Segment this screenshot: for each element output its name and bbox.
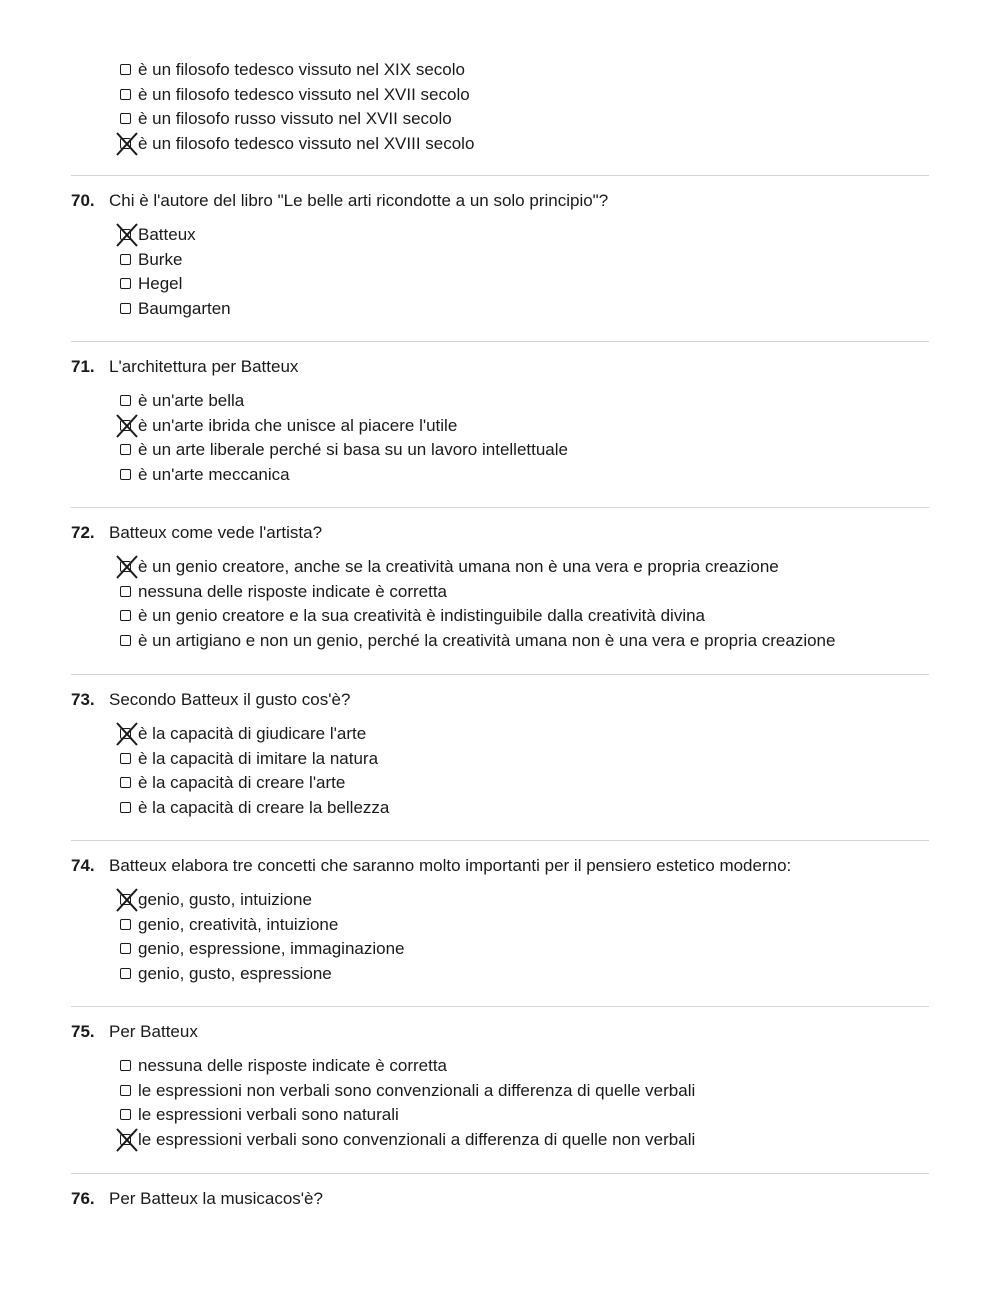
question-text: Batteux come vede l'artista? [109, 523, 323, 542]
divider [71, 840, 929, 841]
answer-option[interactable] [120, 771, 929, 796]
options-list [71, 58, 929, 156]
option-label: è la capacità di creare l'arte [138, 773, 346, 792]
checkbox-icon[interactable] [120, 444, 131, 455]
answer-option[interactable] [120, 913, 929, 938]
options-list [71, 555, 929, 653]
option-label: genio, creatività, intuizione [138, 914, 339, 934]
checkbox-icon[interactable] [120, 1060, 131, 1071]
question-row [71, 187, 929, 215]
question-block-73 [71, 686, 929, 820]
answer-option[interactable] [120, 272, 929, 297]
divider [71, 507, 929, 508]
question-number: 75. [71, 1022, 95, 1041]
checkbox-icon[interactable] [120, 1109, 131, 1120]
answer-option[interactable] [120, 463, 929, 488]
question-row [71, 519, 929, 547]
option-label: Hegel [138, 274, 183, 293]
answer-option[interactable] [120, 1054, 929, 1079]
options-list [71, 1054, 929, 1152]
checkbox-icon[interactable] [120, 1085, 131, 1096]
option-label: è la capacità di giudicare l'arte [138, 724, 367, 743]
cross-mark-icon [116, 132, 138, 156]
option-label: genio, gusto, espressione [138, 963, 332, 983]
option-label: le espressioni verbali sono convenzionali a differenza di quelle non verbali [138, 1129, 696, 1149]
question-row [71, 1185, 929, 1213]
answer-option[interactable] [120, 248, 929, 273]
option-label: è un filosofo tedesco vissuto nel XVII secolo [138, 84, 470, 104]
options-list [71, 722, 929, 820]
question-number: 73. [71, 690, 95, 709]
question-number: 71. [71, 357, 95, 376]
answer-option[interactable] [120, 629, 929, 654]
divider [71, 1173, 929, 1174]
option-label: le espressioni non verbali sono convenzionali a differenza di quelle verbali [138, 1080, 696, 1100]
answer-option[interactable] [120, 962, 929, 987]
divider [71, 175, 929, 176]
cross-mark-icon [116, 414, 138, 438]
option-label: è un filosofo russo vissuto nel XVII secolo [138, 109, 452, 128]
divider [71, 674, 929, 675]
answer-option[interactable] [120, 297, 929, 322]
answer-option[interactable] [120, 937, 929, 962]
question-row [71, 686, 929, 714]
options-list [71, 389, 929, 487]
answer-option[interactable] [120, 132, 929, 157]
checkbox-icon[interactable] [120, 610, 131, 621]
question-text: Per Batteux la musicacos'è? [109, 1189, 323, 1208]
checkbox-icon[interactable] [120, 113, 131, 124]
answer-option[interactable] [120, 438, 929, 463]
question-text: Per Batteux [109, 1022, 198, 1041]
question-block-71 [71, 353, 929, 487]
option-label: è un filosofo tedesco vissuto nel XIX secolo [138, 60, 465, 79]
cross-mark-icon [116, 223, 138, 247]
checkbox-icon[interactable] [120, 469, 131, 480]
answer-option[interactable] [120, 796, 929, 821]
checkbox-icon[interactable] [120, 395, 131, 406]
option-label: è un'arte ibrida che unisce al piacere l'utile [138, 415, 458, 435]
answer-option[interactable] [120, 747, 929, 772]
option-label: genio, gusto, intuizione [138, 890, 312, 909]
question-number: 72. [71, 523, 95, 542]
answer-option[interactable] [120, 722, 929, 747]
checkbox-icon[interactable] [120, 64, 131, 75]
options-list [71, 888, 929, 986]
checkbox-icon[interactable] [120, 303, 131, 314]
answer-option[interactable] [120, 1103, 929, 1128]
checkbox-icon[interactable] [120, 943, 131, 954]
option-label: Baumgarten [138, 298, 231, 318]
answer-option[interactable] [120, 223, 929, 248]
question-text: L'architettura per Batteux [109, 357, 299, 376]
question-row [71, 1018, 929, 1046]
checkbox-icon[interactable] [120, 753, 131, 764]
question-row [71, 852, 929, 880]
answer-option[interactable] [120, 604, 929, 629]
answer-option[interactable] [120, 107, 929, 132]
answer-option[interactable] [120, 414, 929, 439]
option-label: è un artigiano e non un genio, perché la creatività umana non è una vera e propria creazione [138, 630, 836, 650]
question-number: 70. [71, 191, 95, 210]
option-label: è un genio creatore, anche se la creatività umana non è una vera e propria creazione [138, 557, 779, 576]
option-label: genio, espressione, immaginazione [138, 939, 405, 958]
answer-option[interactable] [120, 83, 929, 108]
option-label: è la capacità di imitare la natura [138, 748, 379, 768]
checkbox-icon[interactable] [120, 89, 131, 100]
option-label: è la capacità di creare la bellezza [138, 797, 390, 817]
answer-option[interactable] [120, 389, 929, 414]
question-text: Secondo Batteux il gusto cos'è? [109, 690, 351, 709]
answer-option[interactable] [120, 1128, 929, 1153]
question-block-69 [71, 58, 929, 156]
question-block-72 [71, 519, 929, 653]
answer-option[interactable] [120, 58, 929, 83]
checkbox-icon[interactable] [120, 254, 131, 265]
question-block-75 [71, 1018, 929, 1152]
question-text: Chi è l'autore del libro "Le belle arti ricondotte a un solo principio"? [109, 191, 609, 210]
option-label: è un'arte bella [138, 391, 245, 410]
answer-option[interactable] [120, 1079, 929, 1104]
question-number: 74. [71, 856, 95, 875]
option-label: Batteux [138, 225, 196, 244]
answer-option[interactable] [120, 555, 929, 580]
option-label: è un genio creatore e la sua creatività è indistinguibile dalla creatività divina [138, 606, 706, 625]
options-list [71, 223, 929, 321]
answer-option[interactable] [120, 580, 929, 605]
cross-mark-icon [116, 888, 138, 912]
checkbox-icon[interactable] [120, 802, 131, 813]
cross-mark-icon [116, 722, 138, 746]
checkbox-icon[interactable] [120, 278, 131, 289]
checkbox-icon[interactable] [120, 635, 131, 646]
question-block-76 [71, 1185, 929, 1213]
question-block-70 [71, 187, 929, 321]
cross-mark-icon [116, 555, 138, 579]
question-block-74 [71, 852, 929, 986]
question-number: 76. [71, 1189, 95, 1208]
option-label: nessuna delle risposte indicate è corretta [138, 581, 448, 601]
option-label: nessuna delle risposte indicate è corretta [138, 1056, 448, 1075]
answer-option[interactable] [120, 888, 929, 913]
checkbox-icon[interactable] [120, 968, 131, 979]
option-label: è un'arte meccanica [138, 464, 290, 484]
option-label: è un arte liberale perché si basa su un lavoro intellettuale [138, 440, 568, 459]
question-row [71, 353, 929, 381]
option-label: è un filosofo tedesco vissuto nel XVIII secolo [138, 133, 475, 153]
option-label: le espressioni verbali sono naturali [138, 1105, 399, 1124]
divider [71, 341, 929, 342]
divider [71, 1006, 929, 1007]
checkbox-icon[interactable] [120, 586, 131, 597]
cross-mark-icon [116, 1128, 138, 1152]
checkbox-icon[interactable] [120, 919, 131, 930]
checkbox-icon[interactable] [120, 777, 131, 788]
question-text: Batteux elabora tre concetti che saranno molto importanti per il pensiero estetico moderno: [109, 856, 792, 875]
option-label: Burke [138, 249, 183, 269]
